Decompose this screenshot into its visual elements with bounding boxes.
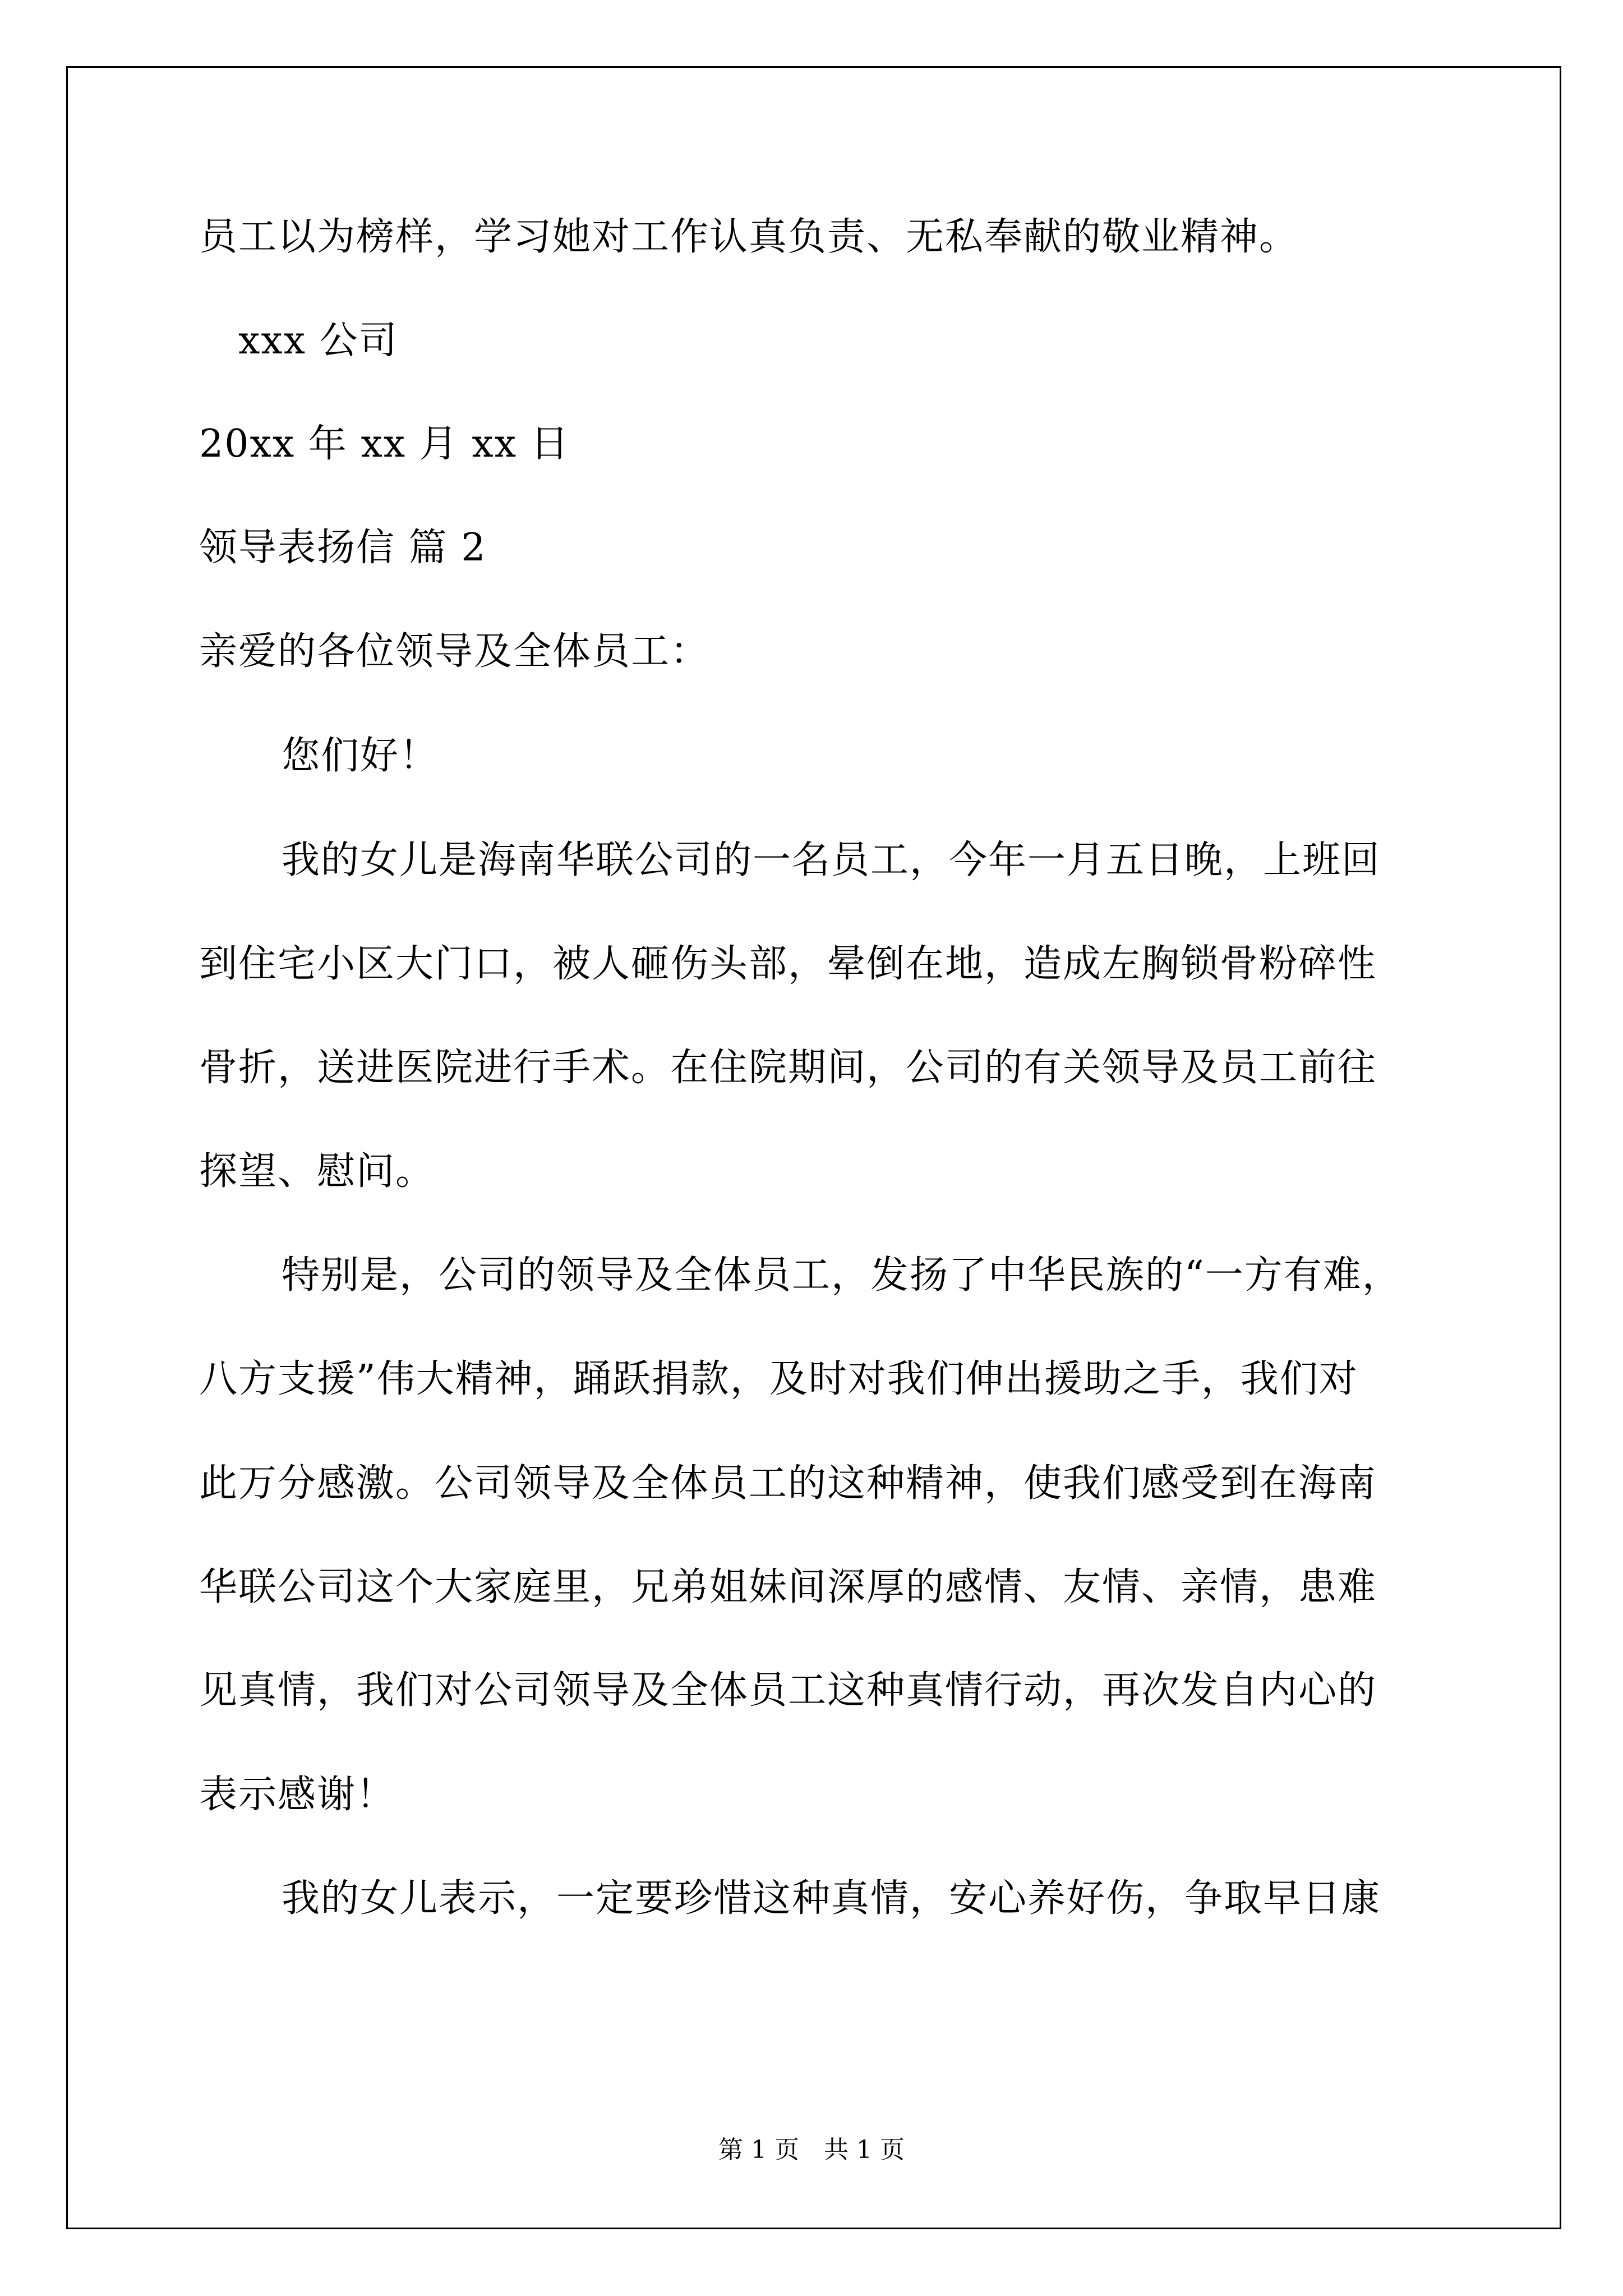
paragraph-line: 到住宅小区大门口，被人砸伤头部，晕倒在地，造成左胸锁骨粉碎性 bbox=[199, 942, 1377, 986]
date-line: 20xx 年 xx 月 xx 日 bbox=[199, 422, 570, 466]
paragraph-line: 探望、慰问。 bbox=[199, 1149, 435, 1194]
paragraph-line: 骨折，送进医院进行手术。在住院期间，公司的有关领导及员工前往 bbox=[199, 1046, 1377, 1090]
paragraph-line: 表示感谢！ bbox=[199, 1773, 396, 1817]
section-heading: 领导表扬信 篇 2 bbox=[199, 526, 487, 570]
paragraph-line: 特别是，公司的领导及全体员工，发扬了中华民族的“一方有难， bbox=[282, 1253, 1401, 1297]
greeting: 您们好！ bbox=[282, 734, 439, 778]
company-signature: xxx 公司 bbox=[238, 319, 398, 363]
page-number-footer: 第 1 页 共 1 页 bbox=[718, 2136, 905, 2164]
salutation: 亲爱的各位领导及全体员工： bbox=[199, 629, 710, 674]
paragraph-line: 员工以为榜样，学习她对工作认真负责、无私奉献的敬业精神。 bbox=[199, 215, 1299, 259]
paragraph-line: 八方支援”伟大精神，踊跃捐款，及时对我们伸出援助之手，我们对 bbox=[199, 1357, 1358, 1401]
paragraph-line: 见真情，我们对公司领导及全体员工这种真情行动，再次发自内心的 bbox=[199, 1668, 1377, 1713]
paragraph-line: 我的女儿表示，一定要珍惜这种真情，安心养好伤，争取早日康 bbox=[282, 1876, 1381, 1921]
paragraph-line: 此万分感激。公司领导及全体员工的这种精神，使我们感受到在海南 bbox=[199, 1461, 1377, 1506]
paragraph-line: 我的女儿是海南华联公司的一名员工，今年一月五日晚，上班回 bbox=[282, 838, 1381, 882]
paragraph-line: 华联公司这个大家庭里，兄弟姐妹间深厚的感情、友情、亲情，患难 bbox=[199, 1565, 1377, 1609]
